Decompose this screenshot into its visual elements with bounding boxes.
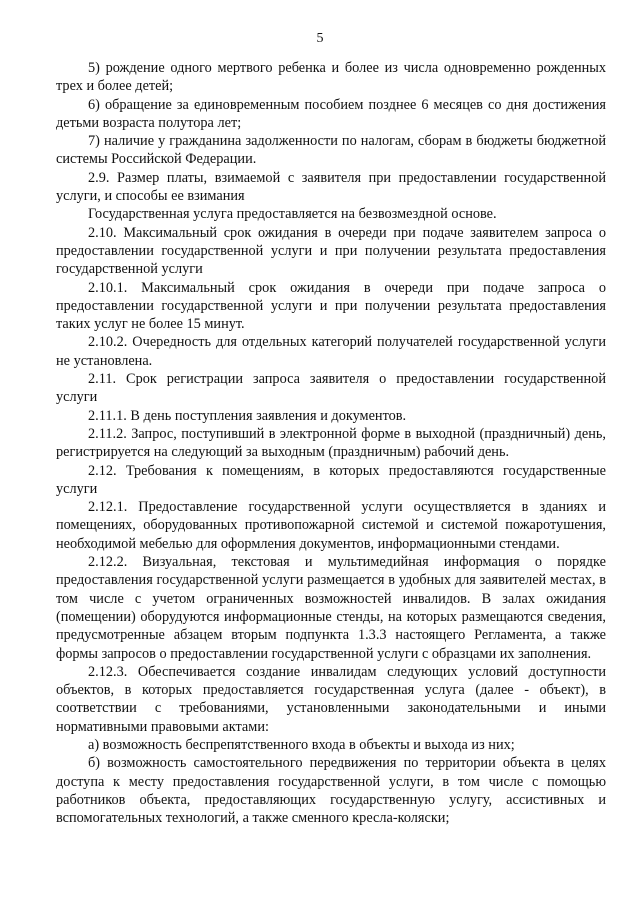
paragraph-2-12-2: 2.12.2. Визуальная, текстовая и мультимедийная информация о порядке предоставления государственной услуги размещается в удобных для заявителей местах, в том числе с учетом ограниченных возможностей инвалидов. В залах ожидания (помещении) оборудуются информационные стенды, на которых размещаются сведения, предусмотренные абзацем вторым подпункта 1.3.3 настоящего Регламента, а также формы запросов о предоставлении государственной услуги с образцами их заполнения. (56, 554, 606, 662)
paragraph-item-b: б) возможность самостоятельного передвижения по территории объекта в целях доступа к месту предоставления государственной услуги, в том числе с помощью работников объекта, предоставляющих государственную услугу, ассистивных и вспомогательных технологий, а также сменного кресла-коляски; (56, 755, 606, 827)
section-heading-2-12: 2.12. Требования к помещениям, в которых предоставляются государственные услуги (56, 462, 606, 497)
paragraph-item-a: а) возможность беспрепятственного входа в объекты и выхода из них; (88, 736, 515, 753)
paragraph-item-6: 6) обращение за единовременным пособием позднее 6 месяцев со дня достижения детьми возраста полутора лет; (56, 96, 606, 131)
paragraph-2-12-1: 2.12.1. Предоставление государственной услуги осуществляется в зданиях и помещениях, оборудованных противопожарной системой и системой пожаротушения, необходимой мебелью для оформления документов, информационными стендами. (56, 499, 606, 552)
section-heading-2-9: 2.9. Размер платы, взимаемой с заявителя при предоставлении государственной услуги, и способы ее взимания (56, 169, 606, 205)
paragraph-2-12-3: 2.12.3. Обеспечивается создание инвалидам следующих условий доступности объектов, в которых предоставляется государственная услуга (далее - объект), в соответствии с требованиями, установленными законодательными и иными нормативными правовыми актами: (56, 663, 606, 735)
paragraph-2-10-1: 2.10.1. Максимальный срок ожидания в очереди при подаче запроса о предоставлении государственной услуги и при получении результата предоставления таких услуг не более 15 минут. (56, 279, 606, 333)
paragraph-item-7: 7) наличие у гражданина задолженности по налогам, сборам в бюджеты бюджетной системы Российской Федерации. (56, 133, 606, 168)
paragraph-free-of-charge: Государственная услуга предоставляется на безвозмездной основе. (88, 206, 497, 223)
section-heading-2-10: 2.10. Максимальный срок ожидания в очереди при подаче заявителем запроса о предоставлении государственной услуги и при получении результата предоставления государственной услуги (56, 224, 606, 278)
paragraph-2-11-1: 2.11.1. В день поступления заявления и документов. (88, 407, 407, 424)
paragraph-2-11-2: 2.11.2. Запрос, поступивший в электронной форме в выходной (праздничный) день, регистрируется на следующий за выходным (праздничным) рабочий день. (56, 425, 606, 461)
paragraph-2-10-2: 2.10.2. Очередность для отдельных категорий получателей государственной услуги не установлена. (56, 334, 606, 369)
document-body (56, 59, 606, 827)
page-number: 5 (316, 31, 324, 46)
paragraph-item-5: 5) рождение одного мертвого ребенка и более из числа одновременно рожденных трех и более детей; (56, 60, 606, 95)
section-heading-2-11: 2.11. Срок регистрации запроса заявителя о предоставлении государственной услуги (56, 371, 606, 406)
